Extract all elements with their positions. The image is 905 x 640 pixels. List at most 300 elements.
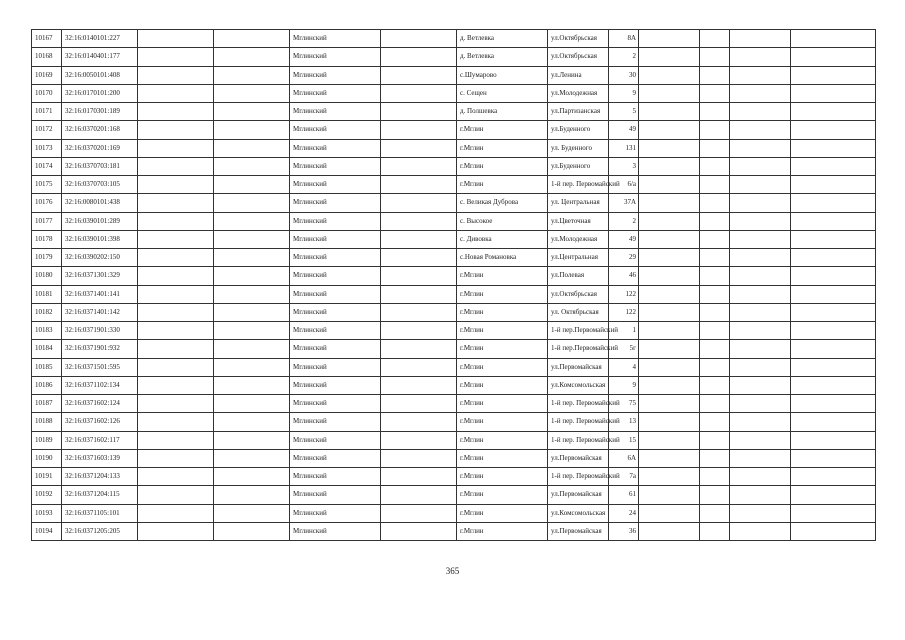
settlement-cell: д. Ветлевка	[457, 48, 548, 66]
settlement-cell: г.Мглин	[457, 522, 548, 540]
empty-cell	[791, 176, 876, 194]
house-number-cell: 15	[609, 431, 639, 449]
settlement-cell: г.Мглин	[457, 267, 548, 285]
empty-cell	[138, 48, 214, 66]
house-number-cell: 6/а	[609, 176, 639, 194]
district-cell: Мглинский	[290, 66, 381, 84]
settlement-cell: г.Мглин	[457, 376, 548, 394]
row-number-cell: 10181	[32, 285, 62, 303]
empty-cell	[381, 449, 457, 467]
empty-cell	[730, 121, 791, 139]
district-cell: Мглинский	[290, 431, 381, 449]
empty-cell	[791, 522, 876, 540]
empty-cell	[138, 303, 214, 321]
district-cell: Мглинский	[290, 522, 381, 540]
empty-cell	[791, 230, 876, 248]
house-number-cell: 29	[609, 249, 639, 267]
empty-cell	[381, 486, 457, 504]
empty-cell	[700, 30, 730, 48]
empty-cell	[730, 212, 791, 230]
empty-cell	[639, 303, 700, 321]
table-row	[32, 267, 876, 285]
cadastral-number-cell: 32:16:0390101:398	[62, 230, 138, 248]
empty-cell	[639, 376, 700, 394]
street-cell: ул.Первомайская	[548, 486, 609, 504]
table-body	[32, 30, 876, 541]
empty-cell	[700, 84, 730, 102]
empty-cell	[214, 103, 290, 121]
street-cell: 1-й пер. Первомайский	[548, 395, 609, 413]
row-number-cell: 10194	[32, 522, 62, 540]
empty-cell	[730, 358, 791, 376]
house-number-cell: 131	[609, 139, 639, 157]
row-number-cell: 10168	[32, 48, 62, 66]
empty-cell	[214, 212, 290, 230]
cadastral-number-cell: 32:16:0371602:117	[62, 431, 138, 449]
empty-cell	[138, 30, 214, 48]
cadastral-number-cell: 32:16:0140101:227	[62, 30, 138, 48]
street-cell: 1-й пер.Первомайский	[548, 340, 609, 358]
empty-cell	[639, 413, 700, 431]
settlement-cell: г.Мглин	[457, 358, 548, 376]
empty-cell	[730, 285, 791, 303]
empty-cell	[381, 30, 457, 48]
street-cell: ул.Первомайская	[548, 522, 609, 540]
empty-cell	[214, 395, 290, 413]
house-number-cell: 49	[609, 230, 639, 248]
empty-cell	[730, 468, 791, 486]
empty-cell	[700, 66, 730, 84]
empty-cell	[730, 139, 791, 157]
empty-cell	[381, 522, 457, 540]
table-row	[32, 522, 876, 540]
row-number-cell: 10189	[32, 431, 62, 449]
empty-cell	[791, 285, 876, 303]
settlement-cell: г.Мглин	[457, 395, 548, 413]
row-number-cell: 10187	[32, 395, 62, 413]
empty-cell	[138, 522, 214, 540]
empty-cell	[214, 486, 290, 504]
empty-cell	[730, 340, 791, 358]
empty-cell	[730, 486, 791, 504]
empty-cell	[381, 413, 457, 431]
empty-cell	[381, 322, 457, 340]
empty-cell	[381, 84, 457, 102]
house-number-cell: 8А	[609, 30, 639, 48]
empty-cell	[791, 322, 876, 340]
row-number-cell: 10193	[32, 504, 62, 522]
table-row	[32, 212, 876, 230]
empty-cell	[381, 395, 457, 413]
cadastral-number-cell: 32:16:0371401:142	[62, 303, 138, 321]
empty-cell	[700, 249, 730, 267]
empty-cell	[381, 267, 457, 285]
street-cell: ул.Буденного	[548, 157, 609, 175]
street-cell: ул.Буденного	[548, 121, 609, 139]
settlement-cell: г.Мглин	[457, 486, 548, 504]
empty-cell	[639, 431, 700, 449]
house-number-cell: 2	[609, 48, 639, 66]
empty-cell	[214, 340, 290, 358]
empty-cell	[381, 249, 457, 267]
empty-cell	[214, 431, 290, 449]
empty-cell	[214, 139, 290, 157]
house-number-cell: 61	[609, 486, 639, 504]
empty-cell	[138, 340, 214, 358]
cadastral-number-cell: 32:16:0370703:105	[62, 176, 138, 194]
empty-cell	[639, 358, 700, 376]
settlement-cell: с. Высокое	[457, 212, 548, 230]
table-row	[32, 230, 876, 248]
empty-cell	[639, 395, 700, 413]
empty-cell	[730, 376, 791, 394]
settlement-cell: г.Мглин	[457, 449, 548, 467]
empty-cell	[138, 267, 214, 285]
empty-cell	[381, 468, 457, 486]
cadastral-number-cell: 32:16:0371901:932	[62, 340, 138, 358]
cadastral-number-cell: 32:16:0371602:126	[62, 413, 138, 431]
empty-cell	[214, 504, 290, 522]
empty-cell	[791, 84, 876, 102]
table-row	[32, 30, 876, 48]
empty-cell	[700, 230, 730, 248]
empty-cell	[639, 504, 700, 522]
cadastral-number-cell: 32:16:0370703:181	[62, 157, 138, 175]
empty-cell	[791, 504, 876, 522]
district-cell: Мглинский	[290, 376, 381, 394]
table-row	[32, 504, 876, 522]
empty-cell	[730, 176, 791, 194]
street-cell: 1-й пер. Первомайский	[548, 468, 609, 486]
empty-cell	[700, 176, 730, 194]
table-row	[32, 48, 876, 66]
empty-cell	[730, 157, 791, 175]
row-number-cell: 10174	[32, 157, 62, 175]
empty-cell	[138, 322, 214, 340]
house-number-cell: 5	[609, 103, 639, 121]
table-row	[32, 449, 876, 467]
empty-cell	[730, 522, 791, 540]
empty-cell	[381, 285, 457, 303]
cadastral-number-cell: 32:16:0050101:408	[62, 66, 138, 84]
street-cell: ул.Первомайская	[548, 358, 609, 376]
row-number-cell: 10169	[32, 66, 62, 84]
row-number-cell: 10180	[32, 267, 62, 285]
house-number-cell: 1	[609, 322, 639, 340]
empty-cell	[381, 48, 457, 66]
empty-cell	[214, 230, 290, 248]
empty-cell	[791, 303, 876, 321]
empty-cell	[730, 413, 791, 431]
district-cell: Мглинский	[290, 30, 381, 48]
table-row	[32, 340, 876, 358]
street-cell: ул.Первомайская	[548, 449, 609, 467]
cadastral-number-cell: 32:16:0390101:289	[62, 212, 138, 230]
empty-cell	[730, 230, 791, 248]
street-cell: ул.Полевая	[548, 267, 609, 285]
row-number-cell: 10190	[32, 449, 62, 467]
house-number-cell: 13	[609, 413, 639, 431]
settlement-cell: г.Мглин	[457, 468, 548, 486]
settlement-cell: г.Мглин	[457, 121, 548, 139]
cadastral-number-cell: 32:16:0170101:200	[62, 84, 138, 102]
table-row	[32, 176, 876, 194]
district-cell: Мглинский	[290, 504, 381, 522]
empty-cell	[138, 176, 214, 194]
row-number-cell: 10188	[32, 413, 62, 431]
street-cell: ул.Комсомольская	[548, 376, 609, 394]
empty-cell	[700, 157, 730, 175]
table-row	[32, 103, 876, 121]
settlement-cell: г.Мглин	[457, 504, 548, 522]
table-row	[32, 84, 876, 102]
settlement-cell: г.Мглин	[457, 322, 548, 340]
empty-cell	[700, 285, 730, 303]
district-cell: Мглинский	[290, 358, 381, 376]
empty-cell	[700, 395, 730, 413]
empty-cell	[639, 522, 700, 540]
empty-cell	[791, 212, 876, 230]
district-cell: Мглинский	[290, 413, 381, 431]
empty-cell	[639, 285, 700, 303]
street-cell: 1-й пер. Первомайский	[548, 176, 609, 194]
street-cell: ул.Ленина	[548, 66, 609, 84]
empty-cell	[730, 431, 791, 449]
row-number-cell: 10179	[32, 249, 62, 267]
house-number-cell: 36	[609, 522, 639, 540]
street-cell: ул.Октябрьская	[548, 285, 609, 303]
empty-cell	[381, 212, 457, 230]
empty-cell	[639, 340, 700, 358]
empty-cell	[700, 413, 730, 431]
district-cell: Мглинский	[290, 486, 381, 504]
district-cell: Мглинский	[290, 230, 381, 248]
house-number-cell: 49	[609, 121, 639, 139]
empty-cell	[639, 212, 700, 230]
empty-cell	[700, 431, 730, 449]
table-row	[32, 322, 876, 340]
cadastral-number-cell: 32:16:0371301:329	[62, 267, 138, 285]
settlement-cell: г.Мглин	[457, 176, 548, 194]
table-row	[32, 468, 876, 486]
empty-cell	[700, 376, 730, 394]
empty-cell	[138, 395, 214, 413]
street-cell: 1-й пер. Первомайский	[548, 413, 609, 431]
empty-cell	[791, 376, 876, 394]
empty-cell	[214, 30, 290, 48]
empty-cell	[138, 66, 214, 84]
empty-cell	[214, 468, 290, 486]
cadastral-number-cell: 32:16:0370201:168	[62, 121, 138, 139]
empty-cell	[730, 395, 791, 413]
empty-cell	[214, 121, 290, 139]
empty-cell	[791, 431, 876, 449]
empty-cell	[138, 376, 214, 394]
district-cell: Мглинский	[290, 139, 381, 157]
street-cell: ул.Центральная	[548, 249, 609, 267]
cadastral-number-cell: 32:16:0371602:124	[62, 395, 138, 413]
empty-cell	[791, 358, 876, 376]
empty-cell	[700, 340, 730, 358]
empty-cell	[639, 84, 700, 102]
row-number-cell: 10176	[32, 194, 62, 212]
cadastral-number-cell: 32:16:0371501:595	[62, 358, 138, 376]
empty-cell	[700, 48, 730, 66]
settlement-cell: с. Дивовка	[457, 230, 548, 248]
settlement-cell: г.Мглин	[457, 285, 548, 303]
empty-cell	[730, 449, 791, 467]
empty-cell	[791, 121, 876, 139]
cadastral-number-cell: 32:16:0370201:169	[62, 139, 138, 157]
row-number-cell: 10185	[32, 358, 62, 376]
house-number-cell: 7а	[609, 468, 639, 486]
district-cell: Мглинский	[290, 212, 381, 230]
empty-cell	[730, 267, 791, 285]
empty-cell	[214, 194, 290, 212]
empty-cell	[791, 194, 876, 212]
street-cell: ул. Центральная	[548, 194, 609, 212]
house-number-cell: 2	[609, 212, 639, 230]
table-row	[32, 303, 876, 321]
empty-cell	[700, 194, 730, 212]
row-number-cell: 10171	[32, 103, 62, 121]
street-cell: ул.Октябрьская	[548, 30, 609, 48]
settlement-cell: д. Ветлевка	[457, 30, 548, 48]
house-number-cell: 4	[609, 358, 639, 376]
row-number-cell: 10186	[32, 376, 62, 394]
empty-cell	[639, 121, 700, 139]
table-row	[32, 395, 876, 413]
cadastral-number-cell: 32:16:0371401:141	[62, 285, 138, 303]
empty-cell	[639, 139, 700, 157]
empty-cell	[381, 230, 457, 248]
empty-cell	[138, 212, 214, 230]
empty-cell	[700, 468, 730, 486]
empty-cell	[700, 303, 730, 321]
document-table-container	[31, 29, 876, 541]
table-row	[32, 486, 876, 504]
empty-cell	[639, 66, 700, 84]
empty-cell	[791, 139, 876, 157]
empty-cell	[791, 267, 876, 285]
empty-cell	[138, 194, 214, 212]
empty-cell	[639, 249, 700, 267]
street-cell: ул.Партизанская	[548, 103, 609, 121]
settlement-cell: г.Мглин	[457, 303, 548, 321]
cadastral-number-cell: 32:16:0140401:177	[62, 48, 138, 66]
empty-cell	[381, 340, 457, 358]
empty-cell	[381, 303, 457, 321]
empty-cell	[381, 194, 457, 212]
empty-cell	[730, 103, 791, 121]
settlement-cell: г.Мглин	[457, 431, 548, 449]
house-number-cell: 122	[609, 285, 639, 303]
empty-cell	[791, 340, 876, 358]
empty-cell	[639, 157, 700, 175]
empty-cell	[214, 413, 290, 431]
empty-cell	[791, 249, 876, 267]
page-number: 365	[445, 566, 460, 576]
empty-cell	[700, 358, 730, 376]
district-cell: Мглинский	[290, 194, 381, 212]
empty-cell	[138, 103, 214, 121]
table-row	[32, 139, 876, 157]
empty-cell	[700, 504, 730, 522]
empty-cell	[700, 449, 730, 467]
street-cell: ул.Цветочная	[548, 212, 609, 230]
house-number-cell: 46	[609, 267, 639, 285]
empty-cell	[138, 139, 214, 157]
district-cell: Мглинский	[290, 121, 381, 139]
empty-cell	[791, 395, 876, 413]
row-number-cell: 10172	[32, 121, 62, 139]
empty-cell	[791, 66, 876, 84]
empty-cell	[138, 449, 214, 467]
empty-cell	[791, 157, 876, 175]
district-cell: Мглинский	[290, 285, 381, 303]
empty-cell	[730, 194, 791, 212]
empty-cell	[791, 48, 876, 66]
row-number-cell: 10192	[32, 486, 62, 504]
empty-cell	[639, 322, 700, 340]
empty-cell	[730, 303, 791, 321]
empty-cell	[730, 322, 791, 340]
empty-cell	[700, 322, 730, 340]
table-row	[32, 285, 876, 303]
row-number-cell: 10167	[32, 30, 62, 48]
table-row	[32, 249, 876, 267]
street-cell: ул.Октябрьская	[548, 48, 609, 66]
empty-cell	[639, 176, 700, 194]
empty-cell	[138, 121, 214, 139]
empty-cell	[791, 30, 876, 48]
settlement-cell: г.Мглин	[457, 157, 548, 175]
settlement-cell: г.Мглин	[457, 139, 548, 157]
house-number-cell: 30	[609, 66, 639, 84]
empty-cell	[700, 486, 730, 504]
empty-cell	[381, 376, 457, 394]
empty-cell	[639, 449, 700, 467]
cadastral-number-cell: 32:16:0080101:438	[62, 194, 138, 212]
street-cell: 1-й пер.Первомайский	[548, 322, 609, 340]
district-cell: Мглинский	[290, 395, 381, 413]
district-cell: Мглинский	[290, 103, 381, 121]
row-number-cell: 10173	[32, 139, 62, 157]
empty-cell	[700, 139, 730, 157]
settlement-cell: г.Мглин	[457, 413, 548, 431]
cadastral-number-cell: 32:16:0371102:134	[62, 376, 138, 394]
house-number-cell: 5г	[609, 340, 639, 358]
street-cell: ул.Молодежная	[548, 230, 609, 248]
cadastral-number-cell: 32:16:0170301:189	[62, 103, 138, 121]
settlement-cell: д. Полшевка	[457, 103, 548, 121]
empty-cell	[381, 358, 457, 376]
empty-cell	[639, 486, 700, 504]
empty-cell	[381, 157, 457, 175]
row-number-cell: 10177	[32, 212, 62, 230]
district-cell: Мглинский	[290, 267, 381, 285]
cadastral-number-cell: 32:16:0371901:330	[62, 322, 138, 340]
settlement-cell: с. Сещен	[457, 84, 548, 102]
empty-cell	[214, 84, 290, 102]
row-number-cell: 10183	[32, 322, 62, 340]
table-row	[32, 413, 876, 431]
row-number-cell: 10182	[32, 303, 62, 321]
empty-cell	[639, 103, 700, 121]
table-row	[32, 66, 876, 84]
district-cell: Мглинский	[290, 84, 381, 102]
street-cell: ул. Буденного	[548, 139, 609, 157]
